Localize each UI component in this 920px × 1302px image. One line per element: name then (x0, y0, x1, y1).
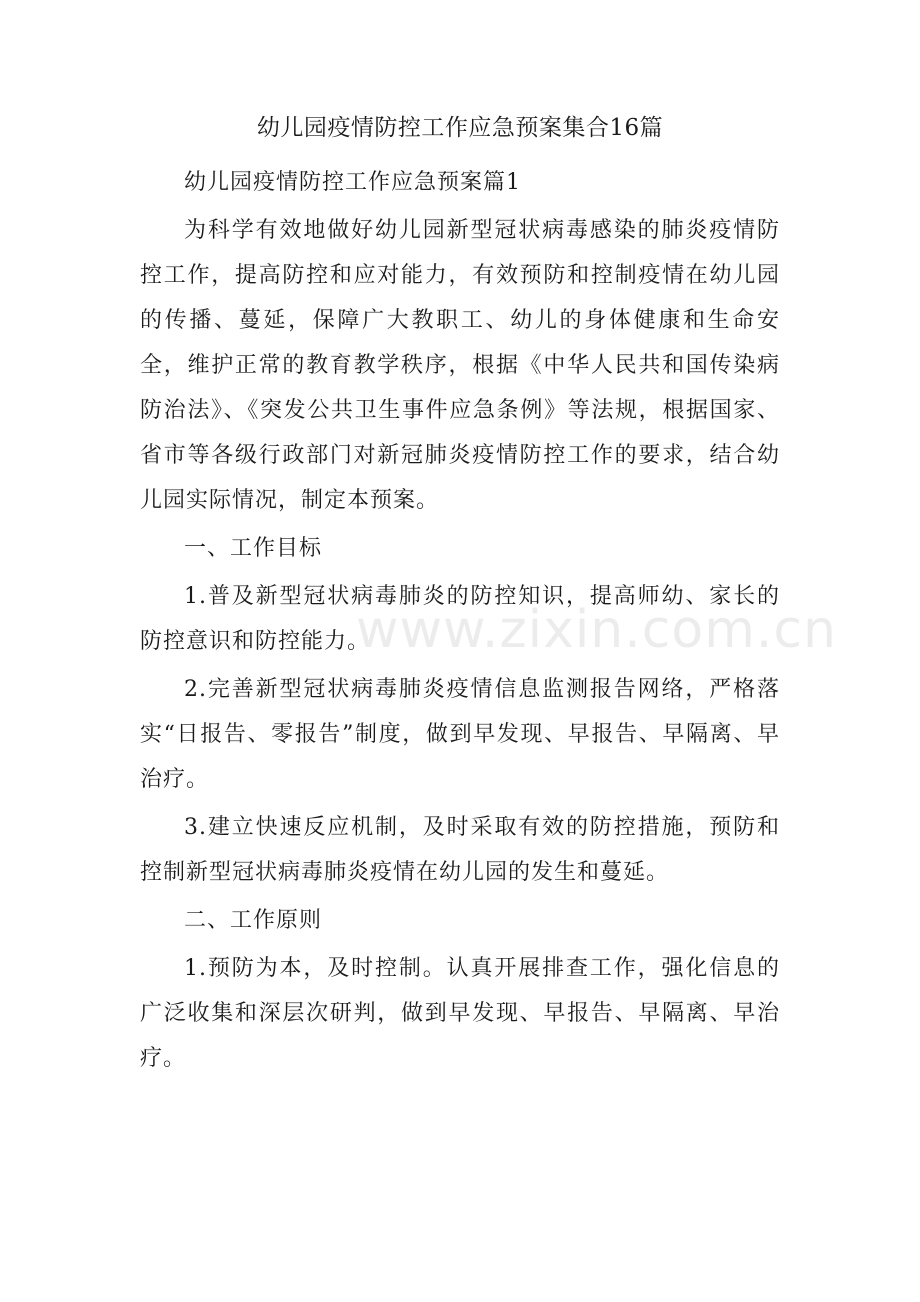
document-title: 幼儿园疫情防控工作应急预案集合16篇 (256, 115, 664, 141)
goal-item-2: 2.完善新型冠状病毒肺炎疫情信息监测报告网络，严格落实“日报告、零报告”制度，做到早发现、早报告、早隔离、早治疗。 (140, 677, 780, 792)
goal-item-1: 1.普及新型冠状病毒肺炎的防控知识，提高师幼、家长的防控意识和防控能力。 (140, 584, 780, 654)
watermark: www.zixin.com.cn (356, 600, 837, 660)
principle-item-1: 1.预防为本，及时控制。认真开展排查工作，强化信息的广泛收集和深层次研判，做到早发现、早报告、早隔离、早治疗。 (140, 956, 780, 1071)
heading-work-principles: 二、工作原则 (184, 908, 323, 933)
document-page (140, 100, 780, 1081)
intro-paragraph: 为科学有效地做好幼儿园新型冠状病毒感染的肺炎疫情防控工作，提高防控和应对能力，有效预防和控制疫情在幼儿园的传播、蔓延，保障广大教职工、幼儿的身体健康和生命安全，维护正常的教育教学秩序，根据《中华人民共和国传染病防治法》、《突发公共卫生事件应急条例》等法规，根据国家、省市等各级行政部门对新冠肺炎疫情防控工作的要求，结合幼儿园实际情况，制定本预案。 (140, 218, 780, 513)
heading-work-goals: 一、工作目标 (184, 536, 323, 561)
section-title: 幼儿园疫情防控工作应急预案篇1 (184, 170, 521, 195)
goal-item-3: 3.建立快速反应机制，及时采取有效的防控措施，预防和控制新型冠状病毒肺炎疫情在幼儿园的发生和蔓延。 (140, 815, 780, 885)
